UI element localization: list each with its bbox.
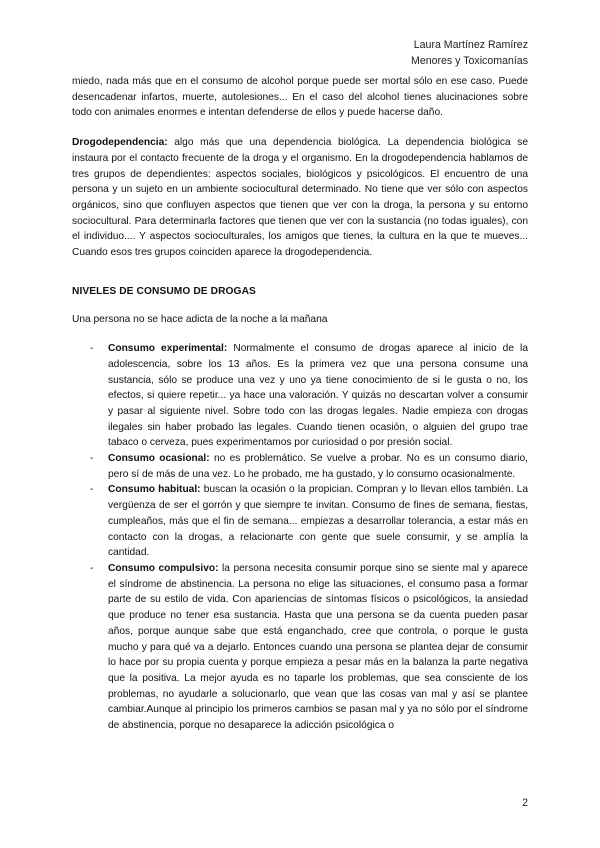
levels-list (72, 341, 528, 734)
intro-paragraph: miedo, nada más que en el consumo de alcohol porque puede ser mortal sólo en ese caso. Puede desencadenar infartos, muerte, autolesiones... En el caso del alcohol tienes alucinaciones sobre todo con animales enormes e intentan defenderse de ellos y puede hacerse daño. (72, 76, 528, 119)
list-item (72, 482, 528, 561)
level-text: la persona necesita consumir porque sino se siente mal y aparece el síndrome de abstinencia. La persona no elige las situaciones, el consumo pasa a formar parte de su estilo de vida. Con apariencias de síntomas físicos o psicológicos, la ansiedad que produce no tener esa sustancia. Hasta que una persona se da cuenta pueden pasar años, porque aunque sabe que está enganchado, cree que controla, o porque le gusta mucho y para qué va a dejarlo. Entonces cuando una persona se plantea dejar de consumir lo hace por su propia cuenta y porque empieza a pesar más en la balanza la parte negativa que la positiva. La mejor ayuda es no taparle los problemas, que sea consciente de los problemas, no ayudarle a solucionarlo, que vean que las cosas van mal y así se plantee cambiar.Aunque al principio los primeros cambios se pasan mal y ya no sólo por el síndrome de abstinencia, porque no desaparece la adicción psicológica o (108, 562, 528, 732)
level-text: no es problemático. Se vuelve a probar. No es un consumo diario, pero sí de más de una vez. Lo he probado, me ha gustado, y lo consumo ocasionalmente. (108, 453, 528, 480)
section-heading: NIVELES DE CONSUMO DE DROGAS (72, 285, 256, 297)
level-term: Consumo ocasional: (108, 453, 210, 465)
level-term: Consumo compulsivo: (108, 562, 219, 574)
drogodependencia-paragraph (72, 135, 528, 261)
bullet-dash: - (90, 484, 94, 496)
page-header (411, 37, 528, 69)
header-subject: Menores y Toxicomanías (411, 55, 528, 67)
bullet-dash: - (90, 343, 94, 355)
level-text: buscan la ocasión o la propician. Compran y lo llevan ellos también. La vergüenza de ser el gorrón y que siempre te invitan. Consumo de fines de semana, fiestas, cumpleaños, más que el fin de semana... empiezas a desarrollar tolerancia, a estar más en contacto con la drogas, a relacionarte con gente que suele consumir, y se amplía la cantidad. (108, 484, 529, 559)
level-text: Normalmente el consumo de drogas aparece al inicio de la adolescencia, sobre los 13 años. Es la primera vez que una persona consume una sustancia, sólo se produce una vez y uno ya tiene conocimiento de si le gusta o no, los efectos, si quiere repetir... ya hace una valoración. Y quizás no descartan volver a consumir y pasar al siguiente nivel. Sobre todo con las drogas legales. Nadie empieza con drogas ilegales sin haber probado las legales. Cuando tienen ocasión, o alguien del grupo trae tabaco o cerveza, pues experimentamos por curiosidad o por presión social. (108, 343, 528, 449)
document-body (72, 74, 528, 734)
bullet-dash: - (90, 562, 94, 574)
drogodependencia-term: Drogodependencia: (72, 137, 168, 149)
list-item (72, 341, 528, 451)
list-item (72, 561, 528, 734)
list-item (72, 451, 528, 482)
section-subtitle: Una persona no se hace adicta de la noche a la mañana (72, 314, 328, 326)
header-author: Laura Martínez Ramírez (413, 39, 528, 51)
level-term: Consumo experimental: (108, 343, 228, 355)
bullet-dash: - (90, 453, 94, 465)
page-number: 2 (522, 797, 528, 809)
level-term: Consumo habitual: (108, 484, 201, 496)
drogodependencia-text: algo más que una dependencia biológica. La dependencia biológica se instaura por el contacto frecuente de la droga y el organismo. En la drogodependencia hablamos de tres grupos de dependientes: aspectos sociales, biológicos y psicológicos. El encuentro de una persona y un sujeto en un ambiente sociocultural determinado. No tiene que ver sólo con aspectos orgánicos, sino que confluyen aspectos que tienen que ver con la droga, la persona y su entorno sociocultural. Para determinarla factores que tienen que ver con la sustancia (no todas iguales), con el individuo.... Y aspectos socioculturales, los amigos que tienes, la cultura en la que te mueves... Cuando esos tres grupos coinciden aparece la drogodependencia. (72, 137, 528, 259)
